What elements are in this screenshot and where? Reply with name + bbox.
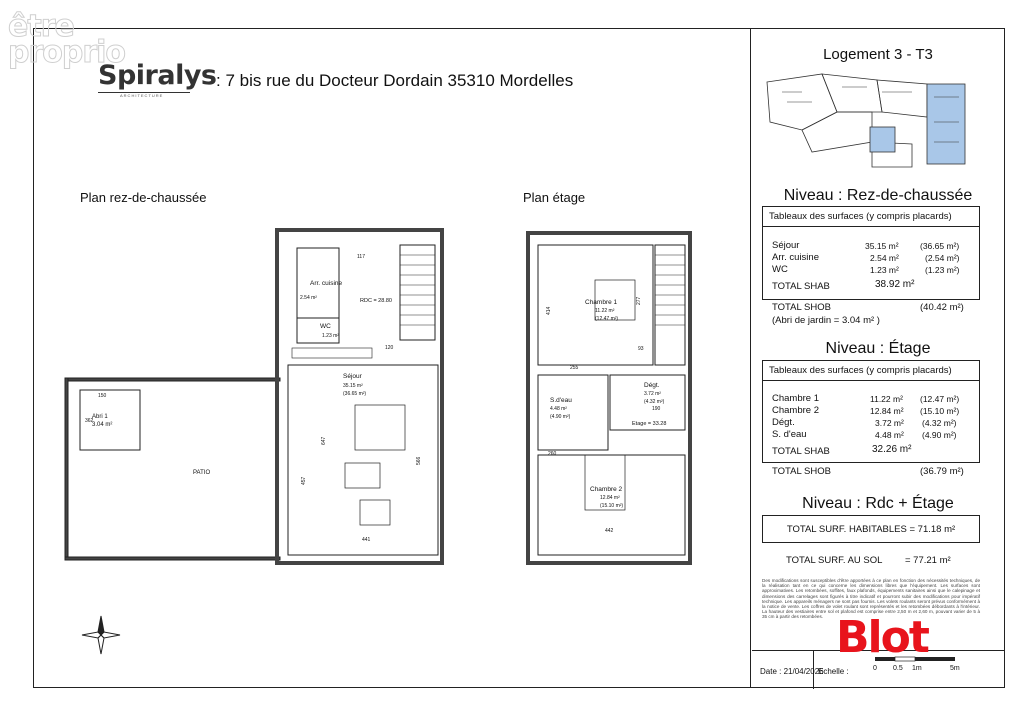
sejour-area: 35.15 m² xyxy=(343,383,363,389)
dim-442: 442 xyxy=(605,528,614,534)
dim-566: 566 xyxy=(416,456,422,465)
floor-level-heading: Niveau : Étage xyxy=(825,340,931,357)
sejour-label: Séjour xyxy=(343,373,362,380)
floor-row-sdeau-name: S. d'eau xyxy=(772,429,807,440)
ground-row-cuisine-shab: 2.54 m² xyxy=(870,253,899,263)
habitable-total-box xyxy=(762,515,980,543)
sdeau-room xyxy=(538,375,608,450)
panel-divider xyxy=(750,28,751,688)
floor-row-ch2-shob: (15.10 m²) xyxy=(920,406,960,416)
property-address: : 7 bis rue du Docteur Dordain 35310 Mordelles xyxy=(216,71,574,90)
dim-260: 260 xyxy=(548,451,557,457)
scale-1m: 1m xyxy=(912,665,922,672)
wc-room xyxy=(297,318,339,343)
ground-total-shab: 38.92 m² xyxy=(875,279,915,290)
floor-row-ch1-name: Chambre 1 xyxy=(772,393,819,404)
chambre2-area-b: (15.10 m²) xyxy=(600,503,624,509)
floor-row-ch1-shab: 11.22 m² xyxy=(870,394,903,404)
dim-255: 255 xyxy=(570,365,579,371)
patio-wall-left xyxy=(65,378,68,560)
dim-150: 150 xyxy=(98,393,107,399)
sdeau-area-b: (4.90 m²) xyxy=(550,414,571,420)
floor-row-degt-name: Dégt. xyxy=(772,417,795,428)
scale-05: 0.5 xyxy=(893,665,903,672)
kitchen-label: Arr. cuisine xyxy=(310,280,343,287)
site-thumbnail xyxy=(762,72,972,172)
lot-title: Logement 3 - T3 xyxy=(823,46,933,63)
floor-row-sdeau-shab: 4.48 m² xyxy=(875,430,904,440)
floor-row-ch2-shab: 12.84 m² xyxy=(870,406,904,416)
sol-total-label: TOTAL SURF. AU SOL xyxy=(786,555,883,566)
kitchen-counter xyxy=(292,348,372,358)
degt-label: Dégt. xyxy=(644,382,660,389)
ground-total-shab-label: TOTAL SHAB xyxy=(772,281,830,292)
dim-117: 117 xyxy=(357,254,365,260)
ground-plan-title: Plan rez-de-chaussée xyxy=(80,190,207,205)
ground-total-shob: (40.42 m²) xyxy=(920,302,964,313)
architect-logo: Spiralys xyxy=(98,60,217,91)
ground-total-shob-label: TOTAL SHOB xyxy=(772,302,831,313)
degt-area-b: (4.32 m²) xyxy=(644,399,665,405)
chambre2-label: Chambre 2 xyxy=(590,486,623,493)
dim-441: 441 xyxy=(362,537,371,543)
wc-area: 1.23 m² xyxy=(322,333,339,339)
floor-plan-title: Plan étage xyxy=(523,190,586,205)
ground-level-heading: Niveau : Rez-de-chaussée xyxy=(783,187,973,204)
chambre1-label: Chambre 1 xyxy=(585,299,618,306)
sdeau-area: 4.48 m² xyxy=(550,406,567,412)
patio-wall-top xyxy=(65,378,280,381)
floor-row-ch1-shob: (12.47 m²) xyxy=(920,394,960,404)
abri-note: (Abri de jardin = 3.04 m² ) xyxy=(772,315,880,326)
floor-plans-drawing xyxy=(60,215,700,575)
floor-total-shob-label: TOTAL SHOB xyxy=(772,466,831,477)
patio-wall-bottom xyxy=(65,557,280,560)
dim-120: 120 xyxy=(385,345,394,351)
chambre2-area: 12.84 m² xyxy=(600,495,620,501)
floor-row-ch2-name: Chambre 2 xyxy=(772,405,819,416)
dim-647: 647 xyxy=(321,436,327,445)
ground-table-header: Tableaux des surfaces (y compris placards) xyxy=(763,207,979,227)
floor-total-shab-label: TOTAL SHAB xyxy=(772,446,830,457)
ground-row-wc-name: WC xyxy=(772,264,788,275)
bed-chambre2 xyxy=(585,455,625,510)
brand-logo: Blot xyxy=(836,612,928,663)
ground-row-sejour-name: Séjour xyxy=(772,240,800,251)
combined-level-heading: Niveau : Rdc + Étage xyxy=(802,495,954,512)
disclaimer-notes: Des modifications sont susceptibles d'être apportées à ce plan en fonction des nécessités techniques, de la réalisation tant en ce qui concerne les dimensions libres que l'équipement. Les surfaces sont approximatives. Les retombées, soffites, faux plafonds, équipements sanitaires ainsi que le calepinage et dimensions des carrelages sont figurés à titre indicatif et pourront subir des modifications pour impératif technique. Les appareils ménagers ne sont pas fournis. Les volets roulants seront prévus conformément à la notice de vente. Les coffres de volet roulant sont représentés et les retombées débordants à l'intérieur. La hauteur des vestiaires entre sol et plafond est comprise entre 2,50 m et 2,60 m, pouvant varier de 5 à 35 cm à partir des retombées. xyxy=(762,578,980,620)
logo-subtitle: ARCHITECTURE xyxy=(120,93,164,98)
coffee-table xyxy=(360,500,390,525)
dim-277: 277 xyxy=(636,296,642,305)
north-arrow-icon xyxy=(78,612,124,658)
sdeau-label: S.d'eau xyxy=(550,397,572,404)
floor-row-sdeau-shob: (4.90 m²) xyxy=(922,430,957,440)
wc-label: WC xyxy=(320,323,331,330)
floor-row-degt-shab: 3.72 m² xyxy=(875,418,904,428)
dim-190: 190 xyxy=(652,406,661,412)
floor-total-shob: (36.79 m²) xyxy=(920,466,964,477)
sol-total-value: = 77.21 m² xyxy=(905,555,951,566)
floor-table-header: Tableaux des surfaces (y compris placards) xyxy=(763,361,979,381)
ground-row-cuisine-name: Arr. cuisine xyxy=(772,252,819,263)
floor-total-shab: 32.26 m² xyxy=(872,444,912,455)
stairs-ground xyxy=(400,245,435,340)
highlighted-unit xyxy=(927,84,965,164)
plan-date: Date : 21/04/2026 xyxy=(760,667,824,676)
rdc-label: RDC = 28.80 xyxy=(360,298,392,304)
scale-label: Echelle : xyxy=(818,667,849,676)
watermark: être proprio xyxy=(8,9,126,70)
kitchen-area: 2.54 m² xyxy=(300,295,317,301)
abri-label: Abri 1 xyxy=(92,414,108,420)
chambre1-area-b: (12.47 m²) xyxy=(595,316,619,322)
dim-362: 362 xyxy=(85,418,94,424)
scale-5m: 5m xyxy=(950,665,960,672)
dim-414: 414 xyxy=(546,306,552,315)
habitable-total: TOTAL SURF. HABITABLES = 71.18 m² xyxy=(786,524,956,535)
ground-row-sejour-shob: (36.65 m²) xyxy=(920,241,960,251)
etage-label: Etage = 33.28 xyxy=(632,421,667,427)
highlighted-abri xyxy=(870,127,895,152)
dim-93: 93 xyxy=(638,346,644,352)
degt-area: 3.72 m² xyxy=(644,391,661,397)
scale-0: 0 xyxy=(873,665,877,672)
chambre1-area: 11.22 m² xyxy=(595,308,615,314)
ground-row-sejour-shab: 35.15 m² xyxy=(865,241,899,251)
floor-row-degt-shob: (4.32 m²) xyxy=(922,418,957,428)
ground-row-cuisine-shob: (2.54 m²) xyxy=(925,253,960,263)
sofa xyxy=(345,463,380,488)
patio-label: PATIO xyxy=(193,470,211,476)
abri-area: 3.04 m² xyxy=(92,422,113,428)
ground-row-wc-shob: (1.23 m²) xyxy=(925,265,960,275)
ground-row-wc-shab: 1.23 m² xyxy=(870,265,899,275)
dining-table xyxy=(355,405,405,450)
dim-457: 457 xyxy=(301,476,307,485)
sejour-area-b: (36.65 m²) xyxy=(343,391,367,397)
